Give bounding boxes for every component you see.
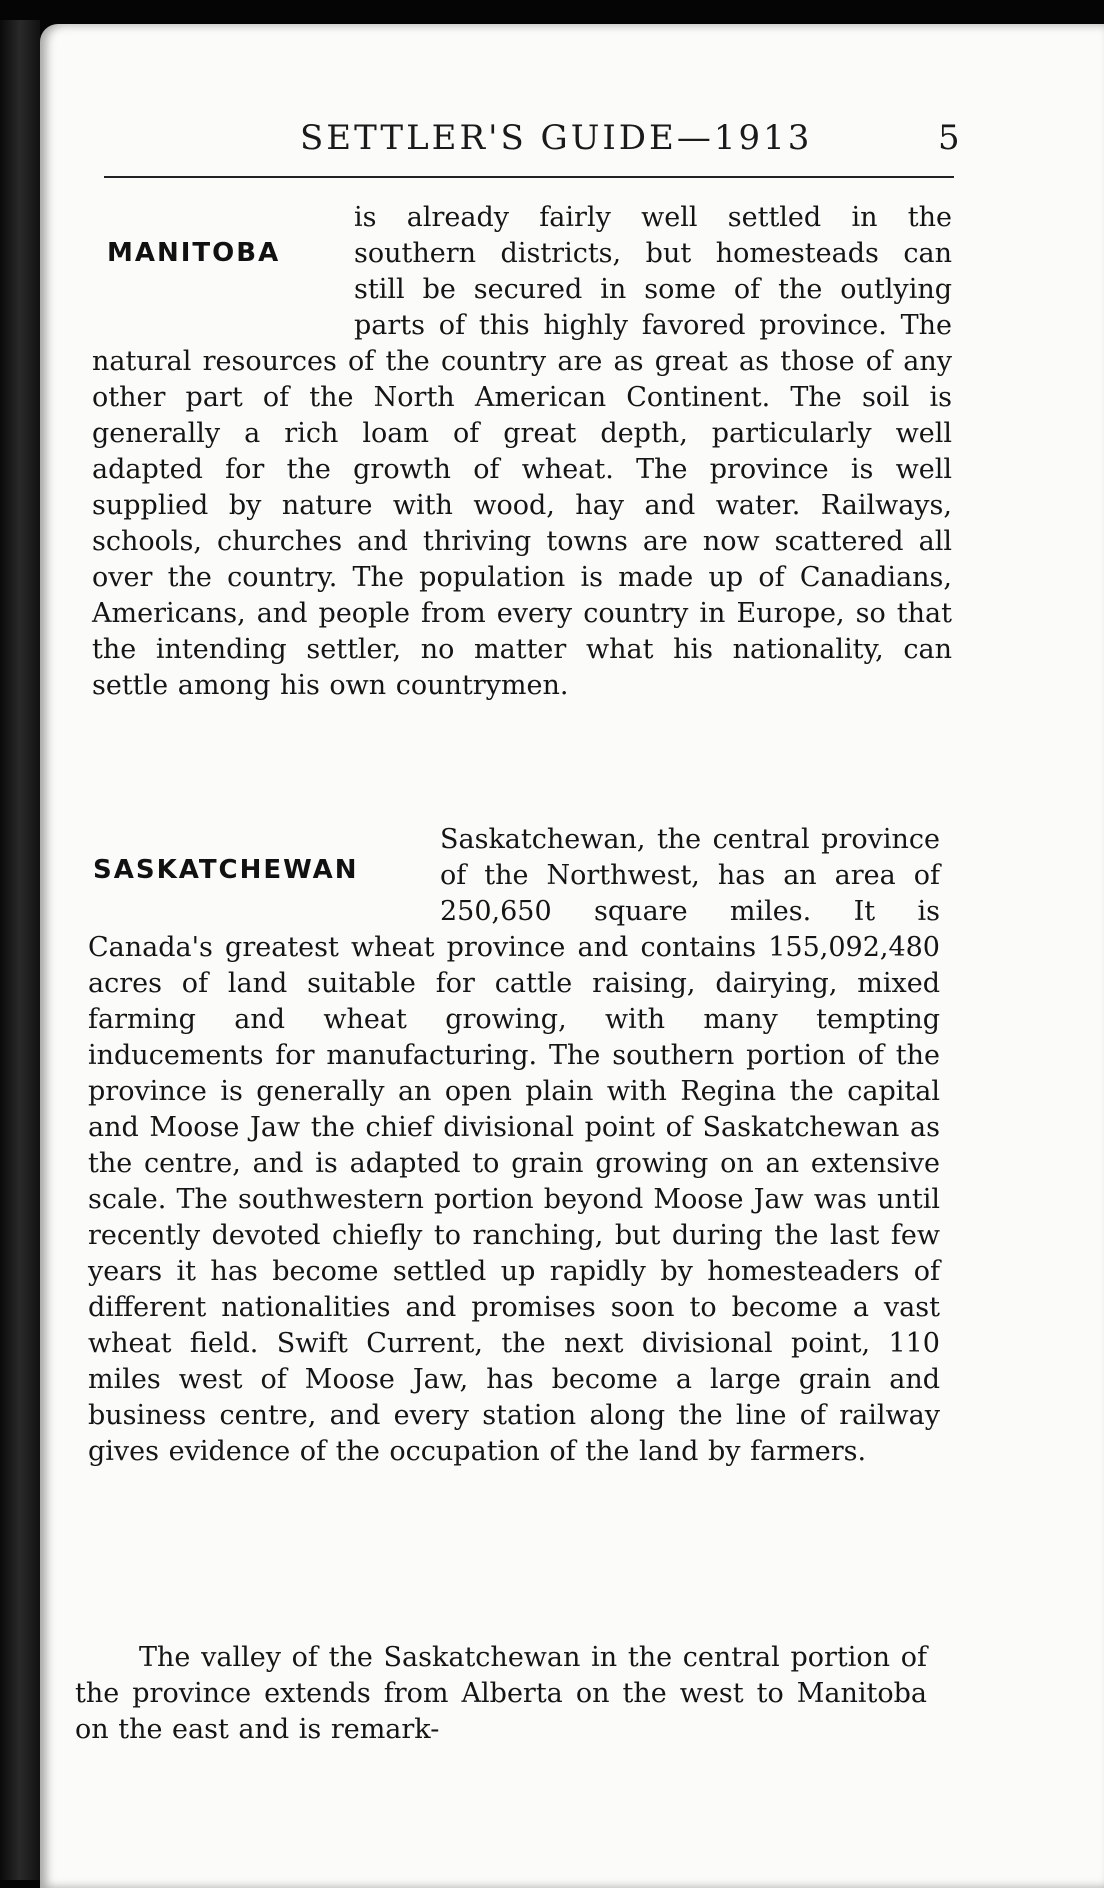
saskatchewan-paragraph	[88, 822, 940, 1470]
header-rule	[104, 176, 954, 178]
valley-paragraph: The valley of the Saskatchewan in the central portion of the province extends from Alberta on the west to Manitoba on the east and is remark-	[75, 1642, 927, 1745]
heading-gap	[88, 822, 440, 930]
book-spine	[0, 20, 40, 1880]
running-head: SETTLER'S GUIDE—1913	[300, 118, 813, 158]
heading-gap	[92, 200, 354, 344]
saskatchewan-heading: SASKATCHEWAN	[93, 855, 359, 885]
manitoba-heading: MANITOBA	[107, 238, 281, 268]
manitoba-paragraph-text: is already fairly well settled in the southern districts, but homesteads can still be secured in some of the outlying parts of this highly favored province. The natural resources of the country are as great as those of any other part of the North American Continent. The soil is generally a rich loam of great depth, particularly well adapted for the growth of wheat. The province is well supplied by nature with wood, hay and water. Railways, schools, churches and thriving towns are now scattered all over the country. The population is made up of Canadians, Americans, and people from every country in Europe, so that the intending settler, no matter what his nationality, can settle among his own countrymen.	[92, 202, 952, 701]
page-number: 5	[938, 118, 960, 158]
manitoba-paragraph	[92, 200, 952, 704]
saskatchewan-paragraph-text: Saskatchewan, the central province of the Northwest, has an area of 250,650 square miles. It is Canada's greatest wheat province and contains 155,092,480 acres of land suitable for cattle raising, dairying, mixed farming and wheat growing, with many tempting inducements for manufacturing. The southern portion of the province is generally an open plain with Regina the capital and Moose Jaw the chief divisional point of Saskatchewan as the centre, and is adapted to grain growing on an extensive scale. The southwestern portion beyond Moose Jaw was until recently devoted chiefly to ranching, but during the last few years it has become settled up rapidly by homesteaders of different nationalities and promises soon to become a vast wheat field. Swift Current, the next divisional point, 110 miles west of Moose Jaw, has become a large grain and business centre, and every station along the line of railway gives evidence of the occupation of the land by farmers.	[88, 824, 940, 1467]
